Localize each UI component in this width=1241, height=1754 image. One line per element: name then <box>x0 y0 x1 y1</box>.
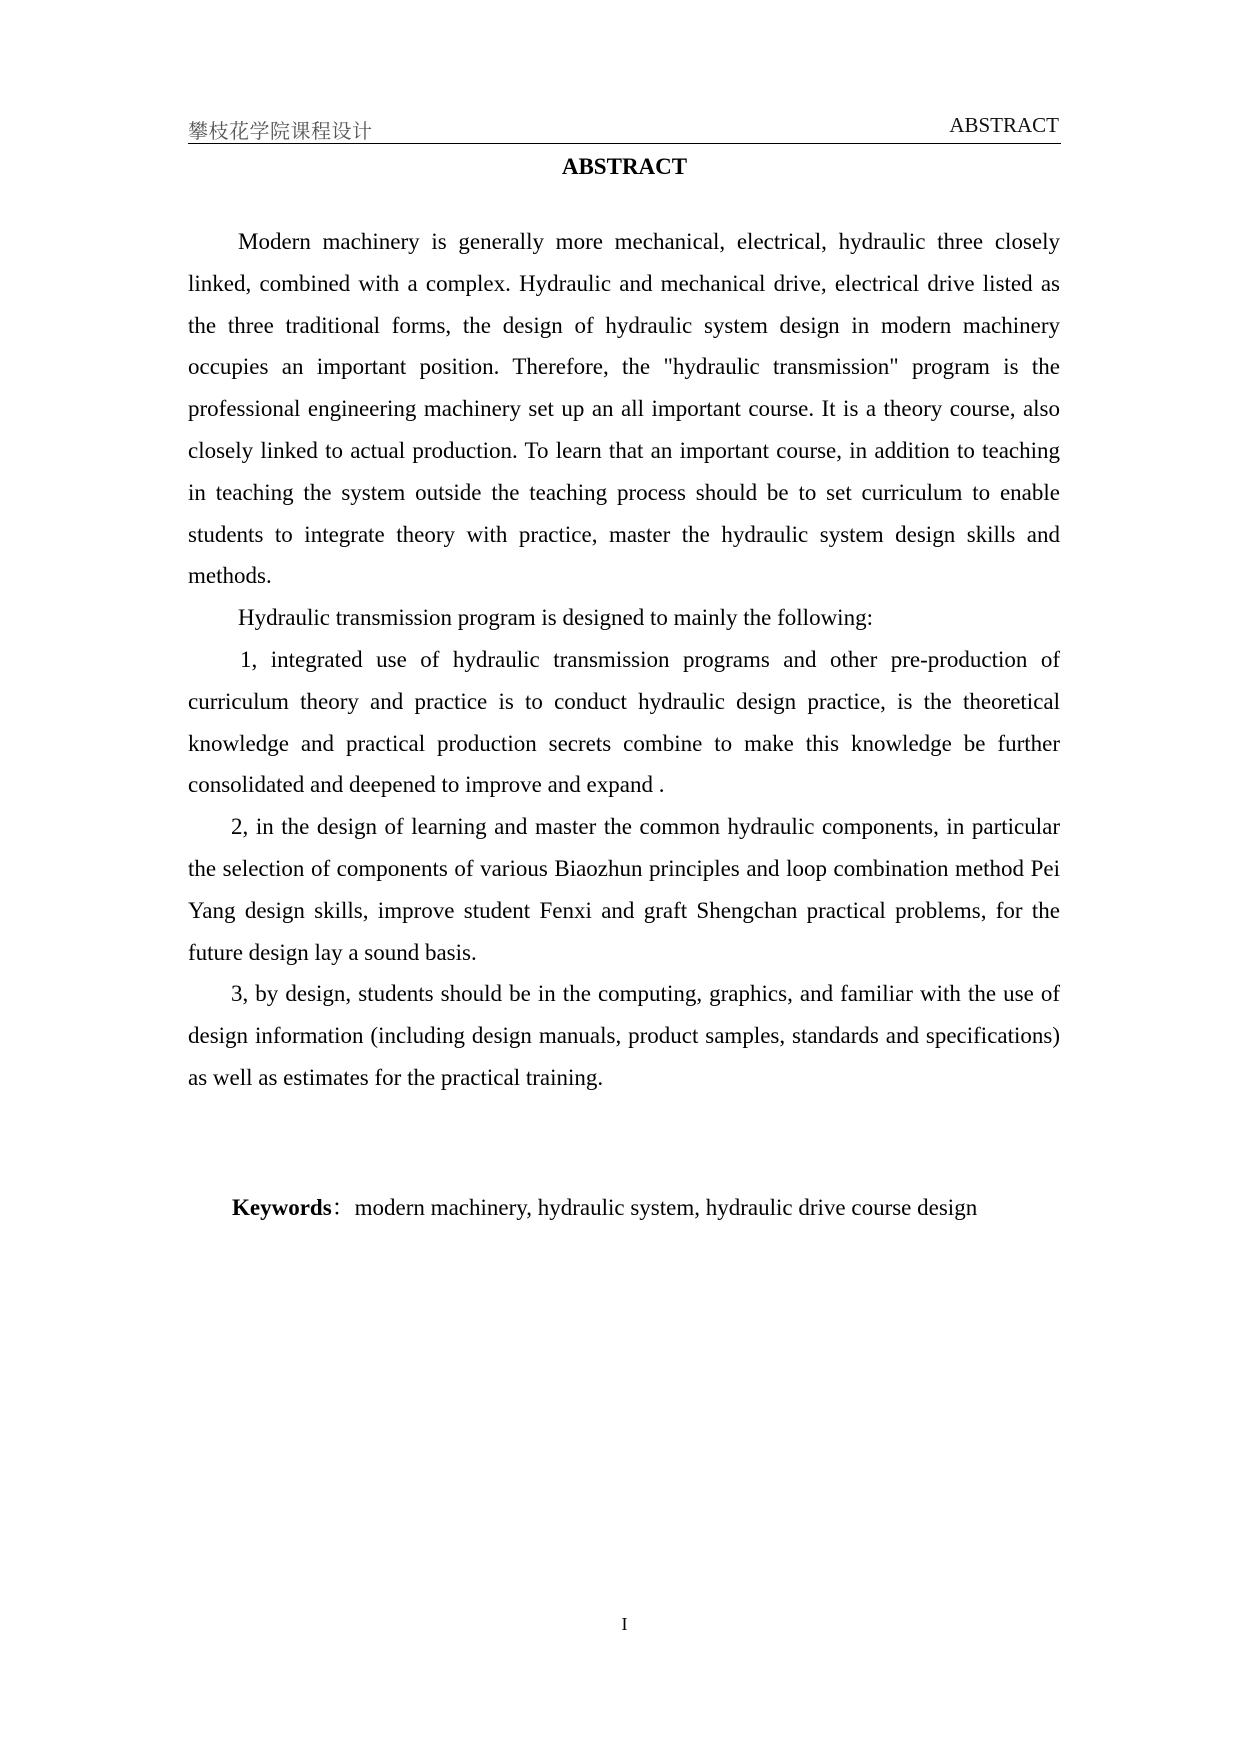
keywords-separator: ： <box>331 1195 355 1220</box>
header-institution: 攀枝花学院课程设计 <box>188 119 373 143</box>
abstract-paragraph: 1, integrated use of hydraulic transmission programs and other pre-production of curriculum theory and practice is to conduct hydraulic design practice, is the theoretical knowledge and practical production secrets combine to make this knowledge be further consolidated and deepened to improve and expand . <box>188 646 1060 798</box>
abstract-paragraph: 3, by design, students should be in the computing, graphics, and familiar with the use of design information (including design manuals, product samples, standards and specifications) as well as estimates for the practical training. <box>188 981 1060 1090</box>
running-header <box>188 113 1061 144</box>
abstract-body <box>188 221 1060 1099</box>
page-title: ABSTRACT <box>561 154 688 179</box>
page-number: I <box>621 1614 628 1634</box>
abstract-paragraph: 2, in the design of learning and master the common hydraulic components, in particular the selection of components of various Biaozhun principles and loop combination method Pei Yang design skills, improve student Fenxi and graft Shengchan practical problems, for the future design lay a sound basis. <box>188 814 1060 965</box>
abstract-paragraph: Modern machinery is generally more mechanical, electrical, hydraulic three closely linked, combined with a complex. Hydraulic and mechanical drive, electrical drive listed as the three traditional forms, the design of hydraulic system design in modern machinery occupies an important position. Therefore, the "hydraulic transmission" program is the professional engineering machinery set up an all important course. It is a theory course, also closely linked to actual production. To learn that an important course, in addition to teaching in teaching the system outside the teaching process should be to set curriculum to enable students to integrate theory with practice, master the hydraulic system design skills and methods. <box>188 229 1060 589</box>
keywords-line <box>232 1189 977 1222</box>
keywords-text: modern machinery, hydraulic system, hydraulic drive course design <box>354 1195 978 1220</box>
abstract-paragraph: Hydraulic transmission program is designed to mainly the following: <box>238 605 873 631</box>
keywords-label: Keywords <box>232 1195 332 1220</box>
header-section-title: ABSTRACT <box>949 113 1059 137</box>
